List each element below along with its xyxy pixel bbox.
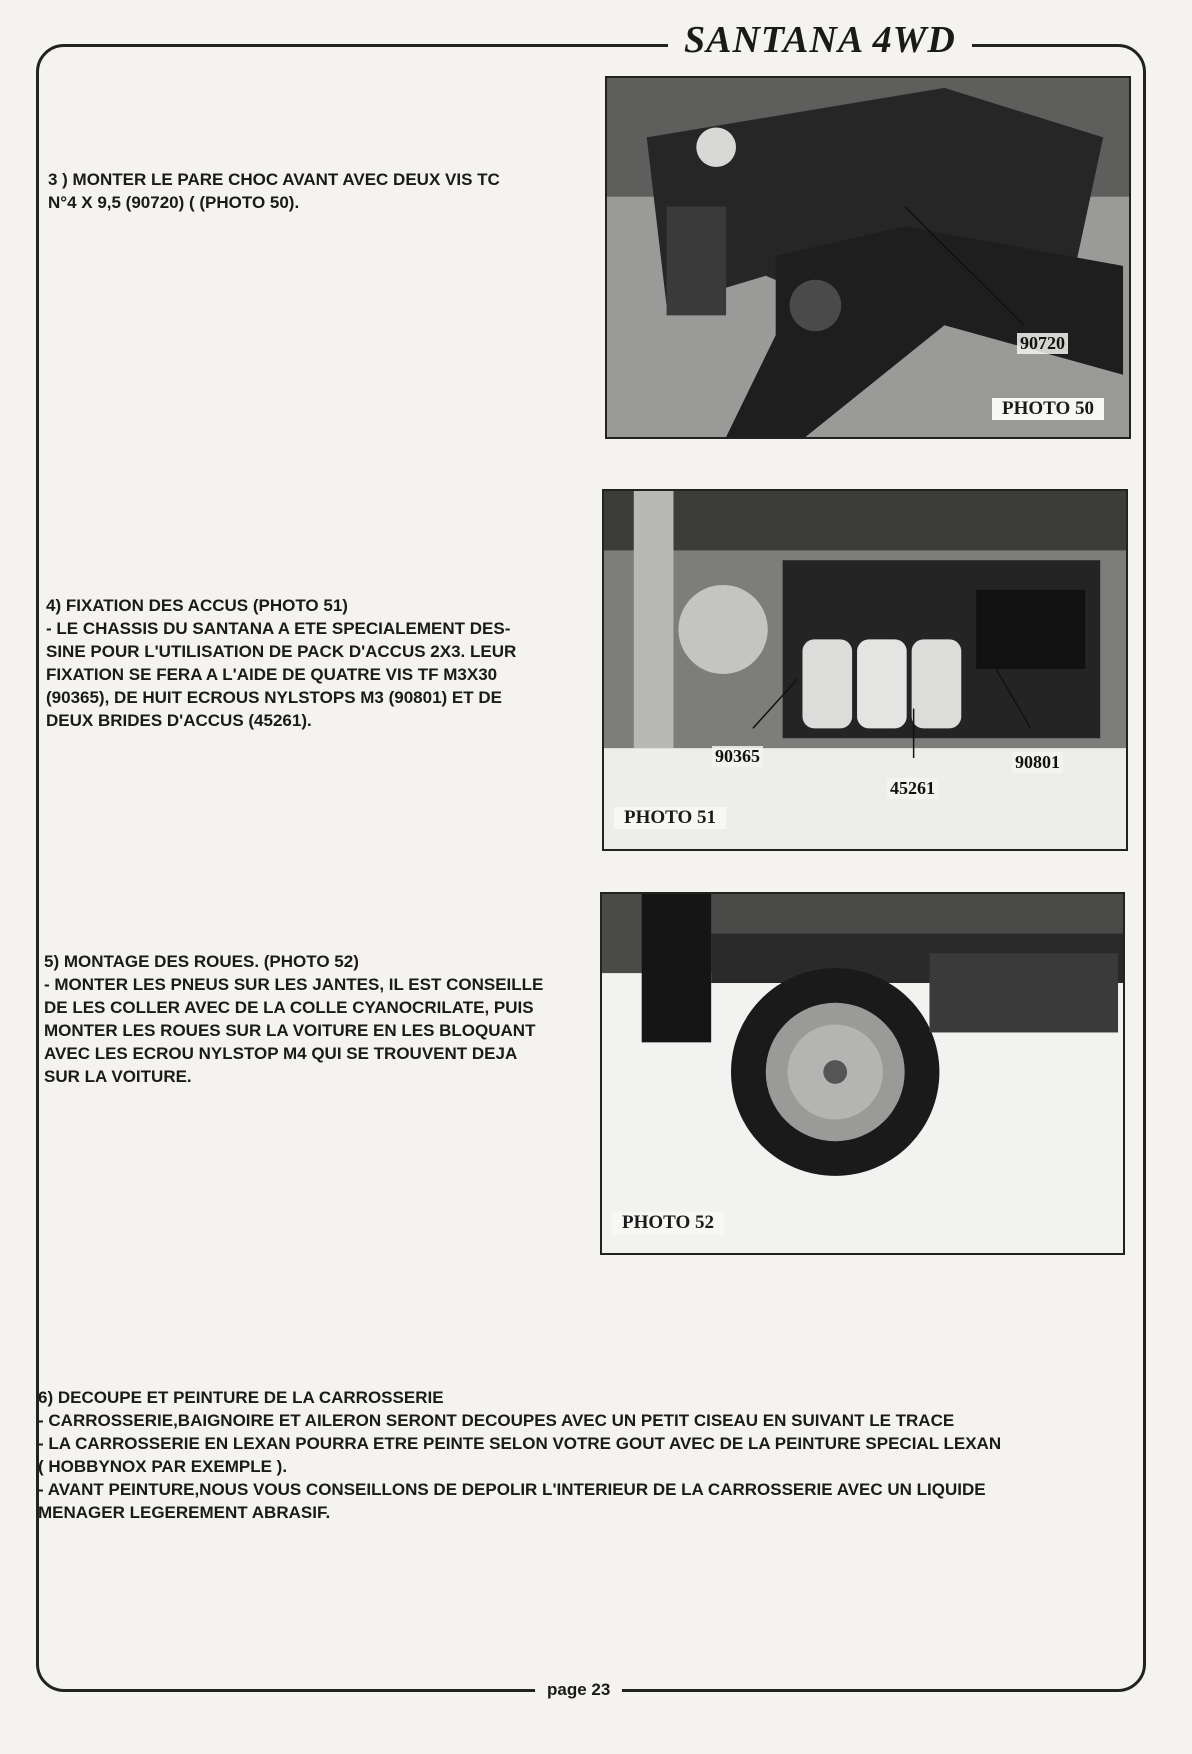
text-line: - MONTER LES PNEUS SUR LES JANTES, IL EST CONSEILLE bbox=[44, 975, 544, 994]
callout-90801: 90801 bbox=[1012, 752, 1063, 773]
text-line: ( HOBBYNOX PAR EXEMPLE ). bbox=[38, 1457, 288, 1476]
section-6-text bbox=[38, 1386, 1138, 1524]
text-line: FIXATION SE FERA A L'AIDE DE QUATRE VIS TF M3X30 bbox=[46, 665, 498, 684]
text-line: - LA CARROSSERIE EN LEXAN POURRA ETRE PEINTE SELON VOTRE GOUT AVEC DE LA PEINTURE SPECIAL LEXAN bbox=[38, 1434, 1002, 1453]
photo-52 bbox=[600, 892, 1125, 1255]
text-line: SINE POUR L'UTILISATION DE PACK D'ACCUS 2X3. LEUR bbox=[46, 642, 517, 661]
section-3-text bbox=[48, 168, 568, 214]
page-number: page 23 bbox=[535, 1680, 622, 1700]
callout-90720: 90720 bbox=[1017, 333, 1068, 354]
text-line: SUR LA VOITURE. bbox=[44, 1067, 192, 1086]
text-line: 6) DECOUPE ET PEINTURE DE LA CARROSSERIE bbox=[38, 1388, 444, 1407]
callout-90365: 90365 bbox=[712, 746, 763, 767]
photo-51-caption: PHOTO 51 bbox=[614, 807, 726, 829]
text-line: - LE CHASSIS DU SANTANA A ETE SPECIALEMENT DES- bbox=[46, 619, 511, 638]
text-line: N°4 X 9,5 (90720) ( (PHOTO 50). bbox=[48, 193, 300, 212]
callout-45261: 45261 bbox=[887, 778, 938, 799]
photo-50-caption: PHOTO 50 bbox=[992, 398, 1104, 420]
text-line: 3 ) MONTER LE PARE CHOC AVANT AVEC DEUX VIS TC bbox=[48, 170, 500, 189]
section-4-text bbox=[46, 594, 580, 732]
text-line: - AVANT PEINTURE,NOUS VOUS CONSEILLONS DE DEPOLIR L'INTERIEUR DE LA CARROSSERIE AVEC UN LIQUIDE bbox=[38, 1480, 986, 1499]
photo-50 bbox=[605, 76, 1131, 439]
text-line: MONTER LES ROUES SUR LA VOITURE EN LES BLOQUANT bbox=[44, 1021, 536, 1040]
text-line: (90365), DE HUIT ECROUS NYLSTOPS M3 (90801) ET DE bbox=[46, 688, 502, 707]
section-5-text bbox=[44, 950, 580, 1088]
photo-51 bbox=[602, 489, 1128, 851]
page-title: SANTANA 4WD bbox=[668, 18, 972, 62]
text-line: 5) MONTAGE DES ROUES. (PHOTO 52) bbox=[44, 952, 359, 971]
text-line: - CARROSSERIE,BAIGNOIRE ET AILERON SERONT DECOUPES AVEC UN PETIT CISEAU EN SUIVANT LE TRACE bbox=[38, 1411, 955, 1430]
text-line: DE LES COLLER AVEC DE LA COLLE CYANOCRILATE, PUIS bbox=[44, 998, 534, 1017]
photo-52-caption: PHOTO 52 bbox=[612, 1212, 724, 1234]
text-line: AVEC LES ECROU NYLSTOP M4 QUI SE TROUVENT DEJA bbox=[44, 1044, 518, 1063]
text-line: DEUX BRIDES D'ACCUS (45261). bbox=[46, 711, 312, 730]
text-line: 4) FIXATION DES ACCUS (PHOTO 51) bbox=[46, 596, 348, 615]
text-line: MENAGER LEGEREMENT ABRASIF. bbox=[38, 1503, 331, 1522]
